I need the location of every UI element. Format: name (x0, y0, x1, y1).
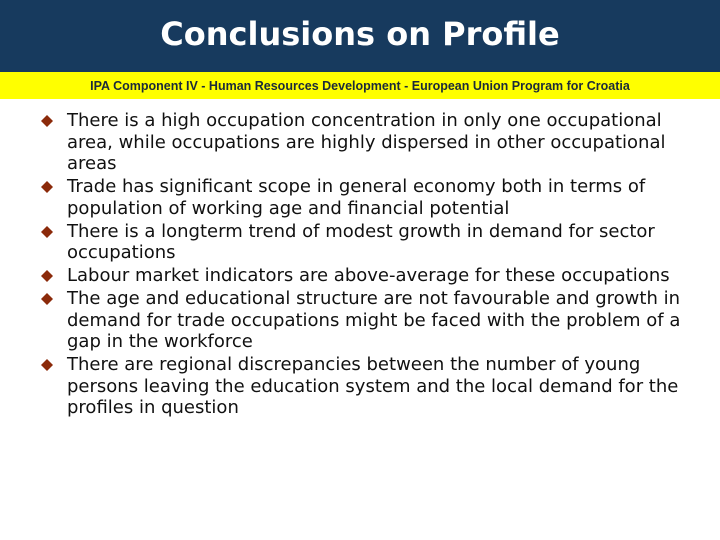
diamond-icon (41, 359, 53, 371)
bullet-item (40, 288, 705, 353)
bullet-text: The age and educational structure are not favourable and growth in demand for trade occupations might be faced with the problem of a gap in the workforce (67, 288, 681, 352)
bullet-list (40, 110, 705, 420)
bullet-item (40, 221, 705, 264)
bullet-text: Trade has significant scope in general economy both in terms of population of working age and financial potential (67, 176, 646, 219)
bullet-item (40, 110, 705, 175)
bullet-text: Labour market indicators are above-average for these occupations (67, 265, 670, 286)
diamond-icon (41, 115, 53, 127)
bullet-item (40, 354, 705, 419)
title-bar (0, 0, 720, 72)
bullet-item (40, 265, 705, 287)
bullet-text: There are regional discrepancies between the number of young persons leaving the education system and the local demand for the profiles in question (67, 354, 679, 418)
subtitle-bar (0, 72, 720, 99)
bullet-text: There is a longterm trend of modest growth in demand for sector occupations (67, 220, 655, 263)
slide-subtitle: IPA Component IV - Human Resources Development - European Union Program for Croatia (90, 78, 630, 93)
diamond-icon (41, 181, 53, 193)
diamond-icon (41, 226, 53, 238)
diamond-icon (41, 270, 53, 282)
bullet-text: There is a high occupation concentration in only one occupational area, while occupations are highly dispersed in other occupational areas (67, 110, 666, 174)
bullet-item (40, 176, 705, 219)
slide-title: Conclusions on Profile (160, 15, 560, 53)
diamond-icon (41, 293, 53, 305)
